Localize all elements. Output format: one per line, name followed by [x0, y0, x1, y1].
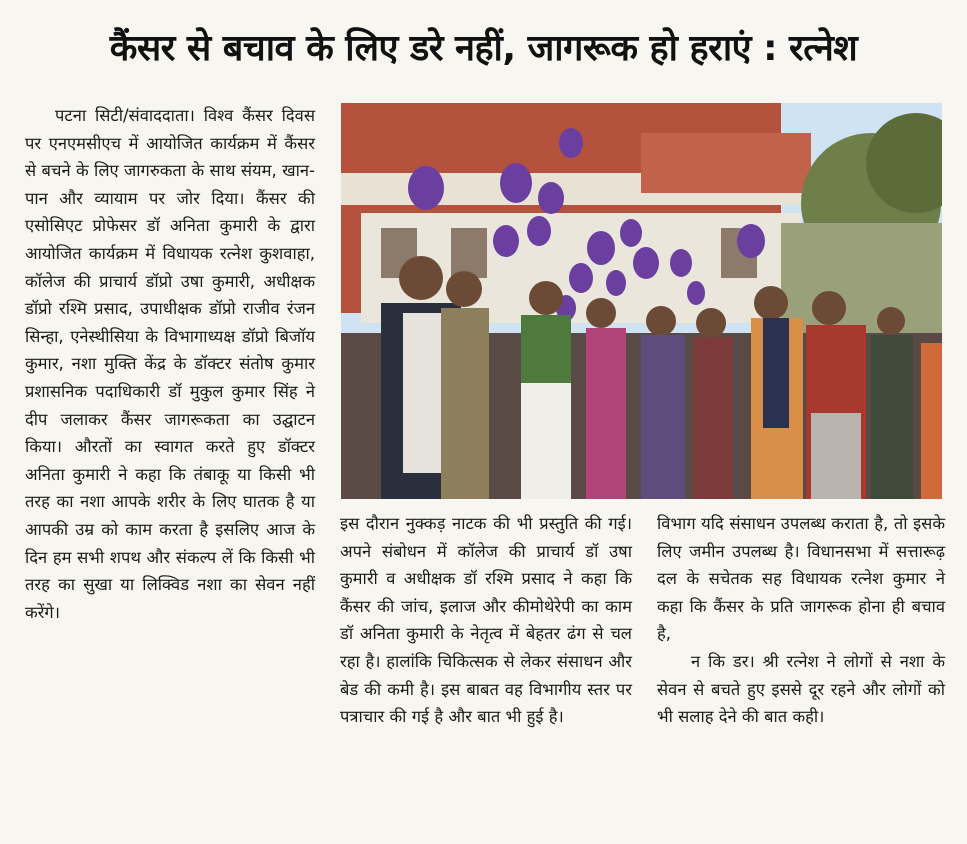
column-2-text: इस दौरान नुक्कड़ नाटक की भी प्रस्तुति की गई। अपने संबोधन में कॉलेज की प्राचार्य डॉ उषा कुमारी व अधीक्षक डॉ रश्मि प्रसाद ने कहा कि कैंसर की जांच, इलाज और कीमोथेरेपी का काम डॉ अनिता कुमारी के नेतृत्व में बेहतर ढंग से चल रहा है। हालांकि चिकित्सक से लेकर संसाधन और बेड की कमी है। इस बाबत वह विभागीय स्तर पर पत्राचार की गई है और बात भी हुई है। [340, 514, 632, 727]
column-1-text: पटना सिटी/संवाददाता। विश्व कैंसर दिवस पर एनएमसीएच में आयोजित कार्यक्रम में कैंसर से बचने के लिए जागरुकता के साथ संयम, खान-पान और व्यायाम पर जोर दिया। कैंसर की एसोसिएट प्रोफेसर डॉ अनिता कुमारी के द्वारा आयोजित कार्यक्रम में विधायक रत्नेश कुशवाहा, कॉलेज की प्राचार्य डॉप्रो उषा कुमारी, अधीक्षक डॉप्रो रश्मि प्रसाद, उपाधीक्षक डॉप्रो राजीव रंजन सिन्हा, एनेस्थीसिया के विभागाध्यक्ष डॉप्रो बिजॉय कुमार, नशा मुक्ति केंद्र के डॉक्टर संतोष कुमार प्रशासनिक पदाधिकारी डॉ मुकुल कुमार सिंह ने दीप जलाकर कैंसर जागरूकता का उद्घाटन किया। औरतों का स्वागत करते हुए डॉक्टर अनिता कुमारी ने कहा कि तंबाकू या किसी भी तरह का नशा आपके शरीर के लिए घातक है या आपकी उम्र को काम करता है इसलिए आज के दिन हम सभी शपथ और संकल्प लें कि किसी भी तरह का सुखा या लिक्विड नशा का सेवन नहीं करेंगे। [25, 106, 315, 622]
group-photo-icon [341, 103, 942, 499]
column-3-paragraph-2: न कि डर। श्री रत्नेश ने लोगों से नशा के सेवन से बचते हुए इससे दूर रहने और लोगों को भी सलाह देने की बात कही। [657, 651, 945, 727]
article-column-2 [340, 510, 632, 731]
event-photo [341, 103, 942, 499]
article-column-1 [25, 102, 315, 626]
article-column-3 [657, 510, 945, 731]
article-headline: कैंसर से बचाव के लिए डरे नहीं, जागरूक हो हराएं : रत्नेश [109, 28, 858, 69]
column-3-paragraph-1: विभाग यदि संसाधन उपलब्ध कराता है, तो इसके लिए जमीन उपलब्ध है। विधानसभा में सत्तारूढ़ दल के सचेतक सह विधायक रत्नेश कुमार ने कहा कि कैंसर के प्रति जागरूक होना ही बचाव है, [657, 514, 945, 644]
